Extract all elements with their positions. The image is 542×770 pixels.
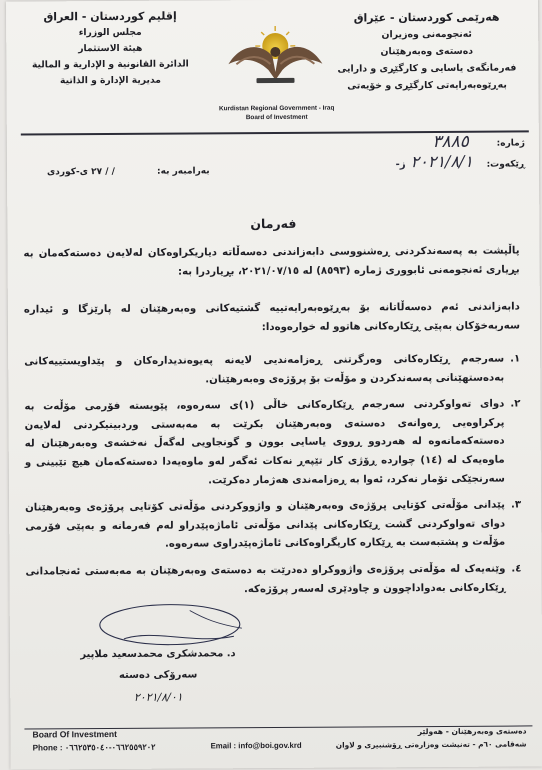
ref-date-digits: ٢٠٢١/٨/١ — [411, 152, 473, 171]
item-text: وێنەیەک لە مۆڵەتی پرۆژەی واژووکراو دەدرێت بە دەستەی وەبەرهێنان بە مەبەستی ئەنجامدانی ڕێکارەکانی بەدواداچوون و چاودێری لەسەر پرۆژەکە. — [25, 561, 505, 601]
document-page — [6, 0, 542, 770]
item-text: پێدانی مۆڵەتی کۆتایی پرۆژەی وەبەرهێنان و واژووکردنی مۆڵەتی کۆتایی پرۆژەی وەبەرهێنان دوای تەواوکردنی گشت ڕێکارەکانی پێدانی مۆڵەتی ئاماژەپێدراو لەم فەرمانە و بەپێی فۆرمی مۆڵەت و پشتبەست بە ڕێکارە کاریگراوەکانی ئاماژەپێدراوی سەرەوە. — [25, 497, 505, 556]
list-item — [25, 497, 521, 556]
signature-date: ٢٠٢١/٨/٠١ — [58, 690, 258, 704]
logo-caption-en-line-1: Kurdistan Regional Government - Iraq — [197, 103, 357, 113]
directive-items — [24, 350, 522, 608]
intro-paragraph: پاڵپشت بە پەسەندکردنی ڕەشنووسی دابەزاندنی دەسەڵاتە دیاریکراوەکان لەلایەن دەستەکەمان بە بڕیاری ئەنجومەنی ئابووری ژمارە (٨٥٩٣) لە ٢٠٢١/٠٧/١٥، بڕیاردرا بە: — [23, 242, 519, 282]
list-item — [24, 350, 520, 390]
footer-org-ku: دەستەی وەبەرهێنان - هەولێر — [418, 726, 527, 736]
ref-number-value: ٣٨٨٥ — [432, 132, 469, 152]
document-title: فەرمان — [7, 214, 539, 232]
header-left-line-4: الدائرة القانونية و الإدارية و المالية — [20, 56, 200, 73]
header-right-line-2: ئەنجومەنی وەزیران — [329, 25, 524, 43]
item-text: سەرجەم ڕێکارەکانی وەرگرتنی ڕەزامەندیی لایەنە پەیوەندیدارەکان و پێداویستییەکانی بەدەستهێنانی پەسەندکردن و مۆڵەت بۆ پرۆژەی وەبەرهێنان. — [24, 351, 504, 391]
ref-date-value — [396, 152, 473, 171]
signature-scribble-icon — [94, 598, 246, 655]
item-number: ١. — [510, 350, 520, 387]
correspondence-label: بەرامبەر بە: — [157, 166, 210, 176]
signatory-role: سەرۆکی دەستە — [58, 669, 258, 681]
header-right-line-4: فەرمانگەی یاسایی و کارگێڕی و دارایی — [329, 59, 524, 77]
header-right-line-5: بەڕێوەبەرایەتی کارگێڕی و خۆیەتی — [329, 76, 524, 94]
item-number: ٤. — [511, 560, 521, 597]
footer-email: Email : info@boi.gov.krd — [211, 741, 302, 751]
header-right-block — [329, 8, 525, 94]
ref-date-label: ڕێکەوت: — [487, 159, 526, 169]
ref-date-suffix: ز- — [396, 159, 406, 170]
footer-org-en: Board Of Investment — [32, 729, 117, 740]
signatory-name: د. محمدشکری محمدسعید ملاپیر — [58, 648, 258, 660]
footer-phone: Phone : ٠٦٦٢٥٥٩٢٠٢-٠٦٦٢٥٣٥٠٤٠ — [33, 742, 156, 753]
item-number: ٣. — [511, 497, 521, 553]
header-left-block — [20, 8, 200, 89]
list-item — [25, 560, 521, 600]
header-right-line-3: دەستەی وەبەرهێنان — [329, 42, 524, 60]
item-text: دوای تەواوکردنی سەرجەم ڕێکارەکانی خاڵی (١)ی سەرەوە، پێویستە فۆرمی مۆڵەت بە پرکراوەیی ڕەوانەی دەستەی وەبەرهێنان بکرێت بە مەبەستی وردبینیکردنی لەلایەن دەستەکەمانەوە لە هەردوو ڕووی یاسایی بوون و گونجاویی لەگەڵ نەخشەی وەبەرهێنان لە ماوەیەک لە (١٤) چواردە ڕۆژی کار تێپەڕ نەکات ئەگەر لەو ماوەیەدا دەستەکەمان هیچ تێبینی و سەرنجێکی تۆمار نەکرد، ئەوا بە ڕەزامەندی هەژمار دەکرێت. — [24, 396, 504, 492]
logo-caption-en-line-2: Board of Investment — [197, 112, 357, 122]
list-item — [24, 396, 521, 492]
header-left-line-5: مديرية الإدارة و الذاتية — [20, 72, 200, 89]
ref-number-label: ژمارە: — [497, 138, 525, 148]
logo-caption — [197, 103, 357, 122]
header-left-line-1: إقليم كوردستان - العراق — [20, 8, 200, 25]
footer-address: شەقامی ٦٠م - تەنیشت وەزارەتی ڕۆشنبیری و لاوان — [336, 739, 527, 749]
header-right-line-1: هەرێمی کوردستان - عێراق — [329, 8, 524, 26]
directive-paragraph: دابەزاندنی ئەم دەسەڵاتانە بۆ بەڕێوەبەرایەتییە گشتیەکانی وەبەرهێنان لە پارێزگا و ئیدارە سەربەخۆکان بەپێی ڕێکارەکانی هاتوو لە خوارەوەدا: — [24, 298, 520, 338]
krg-eagle-logo-icon — [220, 22, 330, 85]
header-left-line-3: هيئة الاستثمار — [20, 40, 200, 57]
item-number: ٢. — [510, 396, 521, 489]
header-left-line-2: مجلس الوزراء — [20, 24, 200, 41]
correspondence-value: / / ٢٧ ی-کوردی — [47, 167, 115, 177]
